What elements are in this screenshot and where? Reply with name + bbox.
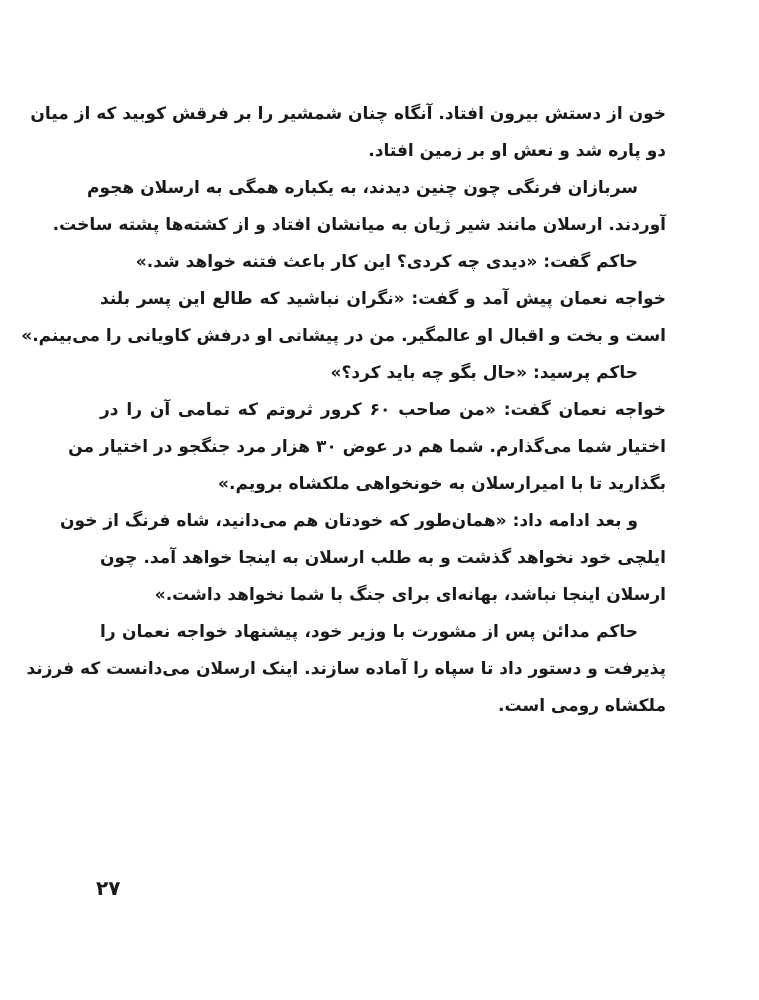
- text-line: حاکم گفت: «دیدی چه کردی؟ این کار باعث فتنه خواهد شد.»: [135, 252, 638, 272]
- text-line: حاکم پرسید: «حال بگو چه باید کرد؟»: [330, 363, 638, 383]
- text-line: بگذارید تا با امیرارسلان به خونخواهی ملکشاه برویم.»: [218, 474, 666, 494]
- text-line: دو پاره شد و نعش او بر زمین افتاد.: [368, 141, 666, 161]
- text-line: خواجه نعمان پیش آمد و گفت: «نگران نباشید که طالع این پسر بلند: [100, 289, 666, 309]
- text-line: خون از دستش بیرون افتاد. آنگاه چنان شمشیر را بر فرقش کوبید که از میان: [30, 104, 666, 124]
- text-line: است و بخت و اقبال او عالمگیر. من در پیشانی او درفش کاویانی را می‌بینم.»: [21, 326, 666, 346]
- text-line: حاکم مدائن پس از مشورت با وزیر خود، پیشنهاد خواجه نعمان را: [100, 622, 638, 642]
- text-line: خواجه نعمان گفت: «من صاحب ۶۰ کرور ثروتم که تمامی آن را در: [100, 400, 666, 420]
- text-line: و بعد ادامه داد: «همان‌طور که خودتان هم می‌دانید، شاه فرنگ از خون: [60, 511, 638, 531]
- text-line: ایلچی خود نخواهد گذشت و به طلب ارسلان به اینجا خواهد آمد. چون: [100, 548, 666, 568]
- text-line: ملکشاه رومی است.: [498, 696, 666, 716]
- text-line: ارسلان اینجا نباشد، بهانه‌ای برای جنگ با شما نخواهد داشت.»: [154, 585, 666, 605]
- text-line: سربازان فرنگی چون چنین دیدند، به یکباره همگی به ارسلان هجوم: [87, 178, 638, 198]
- text-line: آوردند. ارسلان مانند شیر ژیان به میانشان افتاد و از کشته‌ها پشته ساخت.: [52, 215, 666, 235]
- text-line: پذیرفت و دستور داد تا سپاه را آماده سازند. اینک ارسلان می‌دانست که فرزند: [26, 659, 666, 679]
- page-body: [21, 96, 666, 725]
- page-number: ۲۷: [96, 876, 121, 900]
- text-line: اختیار شما می‌گذارم. شما هم در عوض ۳۰ هزار مرد جنگجو در اختیار من: [68, 437, 666, 457]
